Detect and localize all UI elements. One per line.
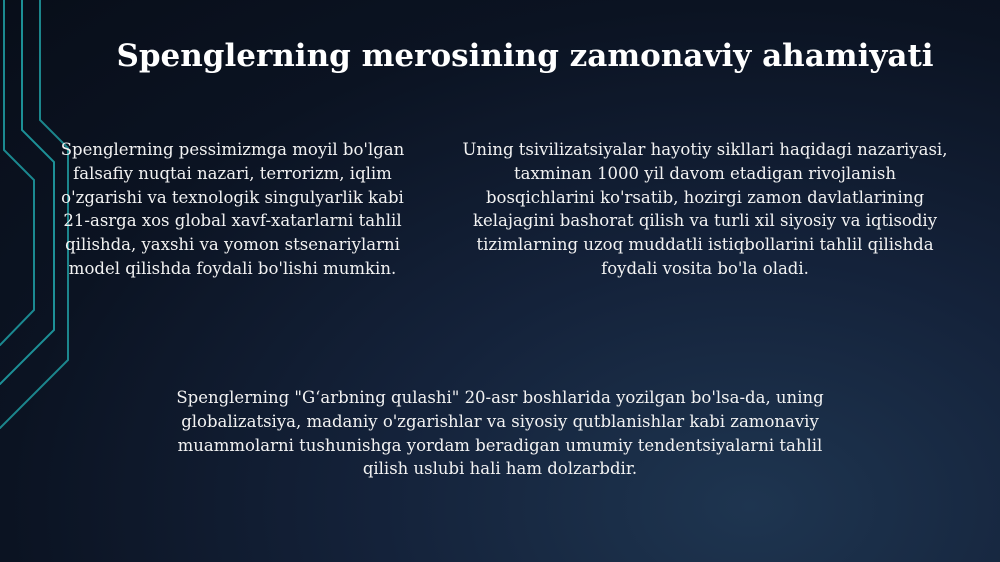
paragraph-right [440,138,970,281]
paragraph-line: o'zgarishi va texnologik singulyarlik kabi [61,187,404,207]
paragraph-line: 21-asrga xos global xavf-xatarlarni tahlil [63,211,402,231]
paragraph-line: qilishda, yaxshi va yomon stsenariylarni [65,235,400,255]
paragraph-line: kelajagini bashorat qilish va turli xil siyosiy va iqtisodiy [472,211,938,231]
paragraph-line: Spenglerning pessimizmga moyil bo'lgan [60,140,405,159]
paragraph-line: muammolarni tushunishga yordam beradigan umumiy tendentsiyalarni tahlil [177,435,823,455]
decorative-lines [0,0,80,562]
paragraph-line: bosqichlarini ko'rsatib, hozirgi zamon davlatlarining [485,187,925,207]
paragraph-left [30,138,435,281]
slide-title: Spenglerning merosining zamonaviy ahamiyati [116,38,934,74]
paragraph-line: tizimlarning uzoq muddatli istiqbollarini tahlil qilishda [476,235,934,255]
accent-line-outer [0,0,34,345]
paragraph-line: Uning tsivilizatsiyalar hayotiy sikllari haqidagi nazariyasi, [462,140,948,159]
paragraph-bottom [120,386,880,481]
paragraph-line: qilish uslubi hali ham dolzarbdir. [362,459,638,479]
paragraph-line: model qilishda foydali bo'lishi mumkin. [68,258,397,278]
paragraph-line: taxminan 1000 yil davom etadigan rivojlanish [514,163,896,183]
paragraph-line: falsafiy nuqtai nazari, terrorizm, iqlim [73,163,392,183]
paragraph-line: Spenglerning "G‘arbning qulashi" 20-asr boshlarida yozilgan bo'lsa-da, uning [176,388,824,407]
paragraph-line: foydali vosita bo'la oladi. [601,258,809,278]
paragraph-line: globalizatsiya, madaniy o'zgarishlar va siyosiy qutblanishlar kabi zamonaviy [181,411,819,431]
